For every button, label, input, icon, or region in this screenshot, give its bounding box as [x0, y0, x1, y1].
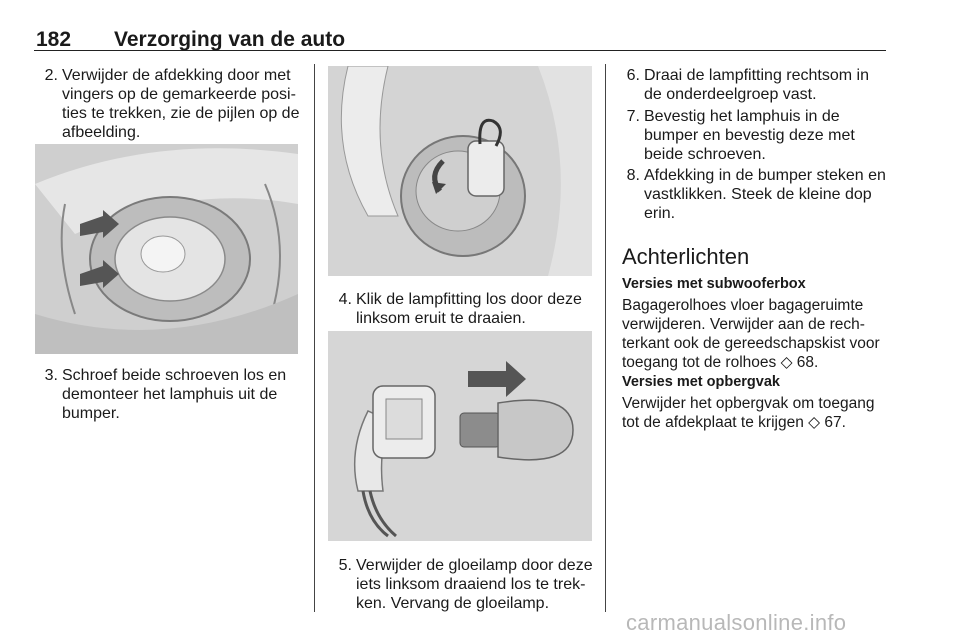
step-text-line: Klik de lampfitting los door deze: [356, 291, 582, 308]
step-number: 6.: [626, 67, 640, 84]
step-text-line: iets linksom draaiend los te trek-: [356, 576, 586, 593]
column-divider-right: [605, 64, 606, 612]
step-text-line: vastklikken. Steek de kleine dop: [644, 186, 872, 203]
step-number: 8.: [626, 167, 640, 184]
subheading-storage: Versies met opbergvak: [622, 374, 780, 390]
paragraph-storage: [622, 394, 890, 432]
step-text-line: Bevestig het lamphuis in de: [644, 108, 840, 125]
paragraph-line: tot de afdekplaat te krijgen ◇ 67.: [622, 414, 846, 431]
lamp-housing-illustration: [328, 66, 592, 276]
paragraph-line: terkant ook de gereedschapskist voor: [622, 335, 880, 352]
section-heading: Achterlichten: [622, 244, 750, 269]
step-text-line: ties te trekken, zie de pijlen op de: [62, 105, 300, 122]
watermark: carmanualsonline.info: [626, 610, 847, 635]
step-number: 7.: [626, 108, 640, 125]
step-text-line: de onderdeelgroep vast.: [644, 86, 817, 103]
paragraph-line: Verwijder het opbergvak om toegang: [622, 395, 875, 412]
paragraph-line: toegang tot de rolhoes ◇ 68.: [622, 354, 819, 371]
bulb-removal-illustration: [328, 331, 592, 541]
bumper-cover-illustration: [35, 144, 298, 354]
page-number: 182: [36, 28, 72, 51]
column-divider-left: [314, 64, 315, 612]
step-number: 5.: [338, 557, 352, 574]
step-text-line: erin.: [644, 205, 676, 222]
page-title: Verzorging van de auto: [114, 28, 346, 51]
step-text-line: beide schroeven.: [644, 146, 766, 163]
paragraph-line: Bagagerolhoes vloer bagageruimte: [622, 297, 864, 314]
figure-bumper-cover: [35, 144, 298, 354]
step-text-line: Afdekking in de bumper steken en: [644, 167, 886, 184]
subheading-subwoofer: Versies met subwooferbox: [622, 276, 806, 292]
step-text-line: ken. Vervang de gloeilamp.: [356, 595, 550, 612]
step-text-line: linksom eruit te draaien.: [356, 310, 526, 327]
step-text-line: afbeelding.: [62, 124, 141, 141]
figure-lamp-housing: [328, 66, 592, 276]
step-number: 3.: [44, 367, 58, 384]
step-text-line: Verwijder de afdekking door met: [62, 67, 291, 84]
paragraph-subwoofer: [622, 296, 890, 372]
step-text-line: Verwijder de gloeilamp door deze: [356, 557, 593, 574]
figure-bulb-removal: [328, 331, 592, 541]
step-text-line: Draai de lampfitting rechtsom in: [644, 67, 869, 84]
step-number: 2.: [44, 67, 58, 84]
step-number: 4.: [338, 291, 352, 308]
step-text-line: demonteer het lamphuis uit de: [62, 386, 278, 403]
step-text-line: bumper en bevestig deze met: [644, 127, 855, 144]
step-text-line: Schroef beide schroeven los en: [62, 367, 287, 384]
step-text-line: vingers op de gemarkeerde posi-: [62, 86, 296, 103]
paragraph-line: verwijderen. Verwijder aan de rech-: [622, 316, 865, 333]
step-text-line: bumper.: [62, 405, 120, 422]
page-header: [34, 26, 886, 51]
